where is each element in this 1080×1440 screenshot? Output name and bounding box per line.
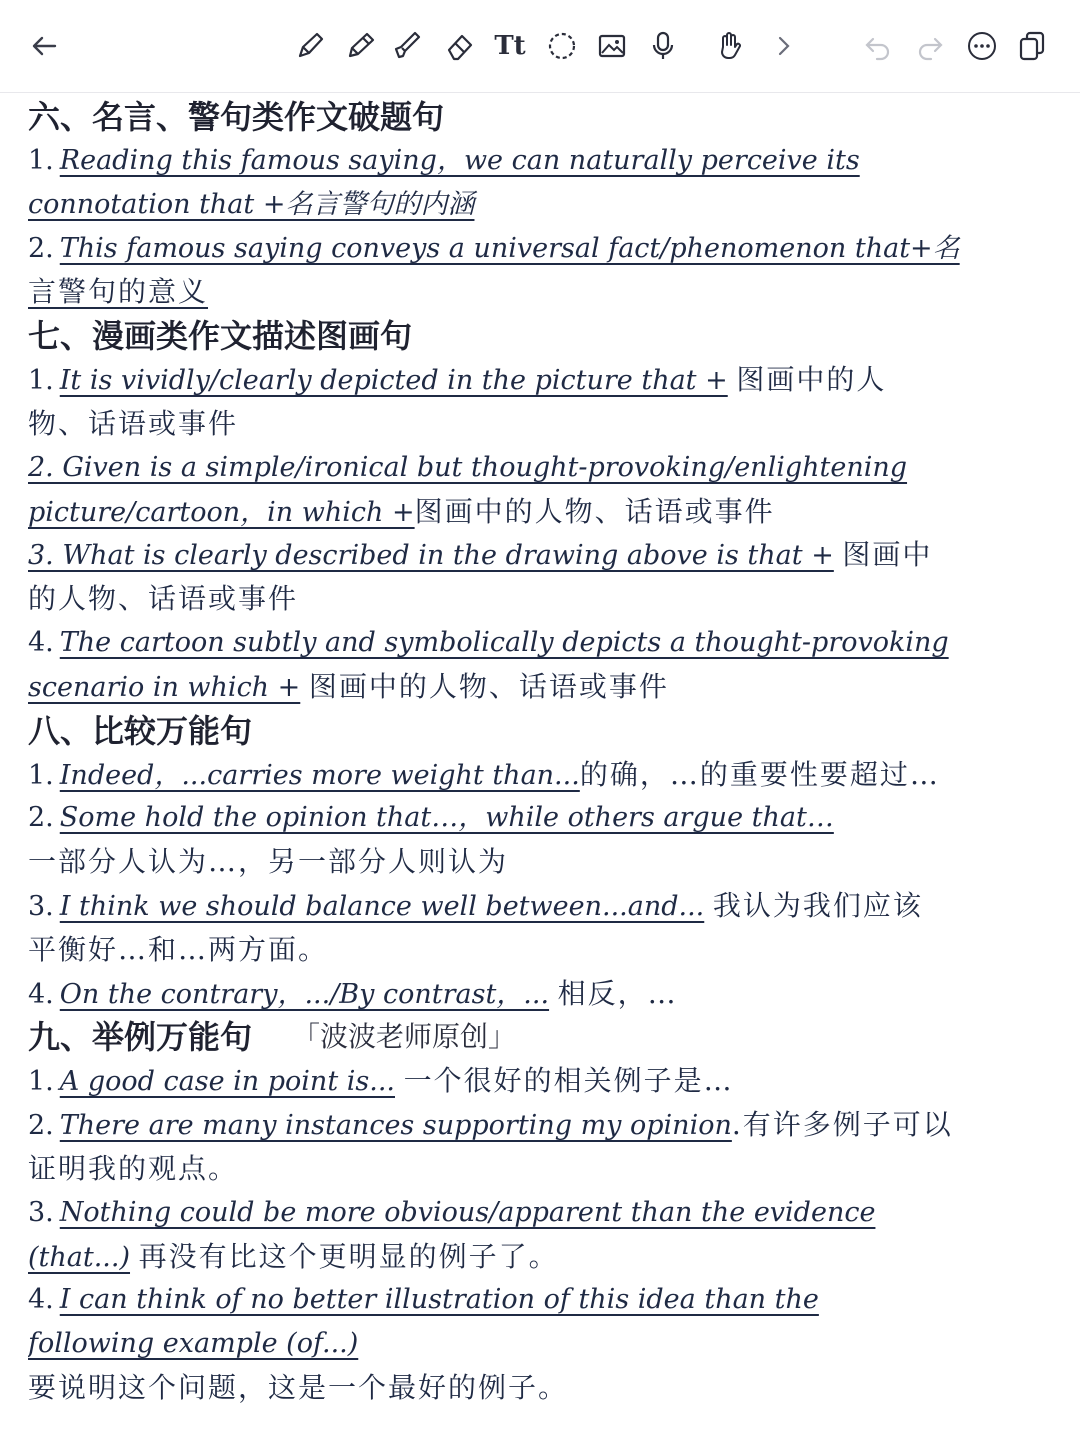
phrase-text: The cartoon subtly and symbolically depicts a thought-provoking <box>59 626 949 658</box>
note-line <box>28 1103 1052 1147</box>
chevron-right-icon[interactable] <box>764 26 804 66</box>
phrase-text: I think we should balance well between...and... <box>59 890 705 922</box>
note-line <box>28 1235 1052 1279</box>
chinese-gloss: 图画中 <box>842 538 933 572</box>
note-line <box>28 1059 1052 1103</box>
note-line <box>28 183 1052 227</box>
item-number: 4. <box>28 978 54 1010</box>
note-line <box>28 1278 1052 1322</box>
note-line <box>28 533 1052 577</box>
pages-icon[interactable] <box>1012 26 1052 66</box>
note-line <box>28 446 1052 490</box>
phrase-text: Nothing could be more obvious/apparent than the evidence <box>59 1196 876 1228</box>
chinese-gloss: 我认为我们应该 <box>712 888 923 922</box>
chinese-gloss: 要说明这个问题，这是一个最好的例子。 <box>28 1370 569 1404</box>
phrase-text: This famous saying conveys a universal fact/phenomenon that+名 <box>59 232 960 264</box>
section-heading-7: 七、漫画类作文描述图画句 <box>28 317 413 356</box>
chinese-gloss: 图画中的人物、话语或事件 <box>414 494 775 528</box>
note-line <box>28 577 1052 621</box>
note-line <box>28 884 1052 928</box>
phrase-text: picture/cartoon，in which + <box>28 496 415 528</box>
phrase-text: Indeed，...carries more weight than... <box>59 759 580 791</box>
item-number: 1. <box>28 759 54 791</box>
phrase-text: It is vividly/clearly depicted in the picture that + <box>59 365 728 397</box>
chinese-gloss: 的确，…的重要性要超过… <box>579 757 940 791</box>
phrase-text: I can think of no better illustration of this idea than the <box>59 1284 819 1316</box>
chinese-gloss: 证明我的观点。 <box>28 1151 239 1185</box>
chinese-gloss: 平衡好…和…两方面。 <box>28 932 329 966</box>
phrase-text: (that...) <box>28 1241 131 1273</box>
undo-icon[interactable] <box>858 26 898 66</box>
author-note: 「波波老师原创」 <box>292 1020 517 1054</box>
chinese-gloss: 物、话语或事件 <box>28 406 239 440</box>
chinese-gloss: 图画中的人 <box>736 363 887 397</box>
note-line <box>28 139 1052 183</box>
phrase-text: 2. Given is a simple/ironical but thought-provoking/enlightening <box>28 451 908 483</box>
item-number: 2. <box>28 1110 54 1142</box>
phrase-text: There are many instances supporting my opinion <box>59 1110 732 1142</box>
item-number: 3. <box>28 1196 54 1228</box>
microphone-icon[interactable] <box>643 26 683 66</box>
phrase-text: following example (of...) <box>28 1328 359 1360</box>
note-line <box>28 840 1052 884</box>
item-number: 1. <box>28 1066 54 1098</box>
pen-icon[interactable] <box>290 26 330 66</box>
back-arrow-icon[interactable] <box>24 26 64 66</box>
note-line <box>28 1147 1052 1191</box>
note-toolbar <box>0 0 1080 93</box>
chinese-gloss: 的人物、话语或事件 <box>28 582 299 616</box>
lasso-icon[interactable] <box>542 26 582 66</box>
hand-gesture-icon[interactable] <box>710 26 750 66</box>
note-line <box>28 227 1052 271</box>
highlighter-icon[interactable] <box>390 26 430 66</box>
phrase-text: connotation that +名言警句的内涵 <box>28 188 475 220</box>
item-number: 1. <box>28 145 54 176</box>
phrase-text: On the contrary，.../By contrast，... <box>59 978 550 1010</box>
item-number: 3. <box>28 890 54 922</box>
text-icon[interactable]: Tt <box>494 31 526 61</box>
chinese-gloss: 相反，… <box>557 976 678 1010</box>
phrase-text: A good case in point is... <box>59 1066 395 1098</box>
heading-text: 九、举例万能句 <box>28 1018 253 1057</box>
chinese-gloss: 再没有比这个更明显的例子了。 <box>138 1239 559 1273</box>
item-number: 4. <box>28 626 54 658</box>
eraser-icon[interactable] <box>440 26 480 66</box>
phrase-text: Reading this famous saying，we can naturally perceive its <box>59 145 860 176</box>
chinese-gloss: .有许多例子可以 <box>731 1108 953 1142</box>
image-icon[interactable] <box>592 26 632 66</box>
note-line <box>28 1322 1052 1366</box>
section-heading-9 <box>28 1015 1052 1059</box>
redo-icon[interactable] <box>910 26 950 66</box>
phrase-text: 3. What is clearly described in the drawing above is that + <box>28 540 834 572</box>
note-line <box>28 665 1052 709</box>
note-line <box>28 490 1052 534</box>
chinese-gloss: 一部分人认为…，另一部分人则认为 <box>28 845 509 879</box>
note-line <box>28 358 1052 402</box>
pencil-icon[interactable] <box>340 26 380 66</box>
item-number: 1. <box>28 365 54 397</box>
item-number: 2. <box>28 802 54 834</box>
note-line <box>28 402 1052 446</box>
section-heading-8: 八、比较万能句 <box>28 711 253 750</box>
more-icon[interactable] <box>962 26 1002 66</box>
note-line <box>28 796 1052 840</box>
phrase-text: Some hold the opinion that…，while others argue that… <box>59 802 834 834</box>
item-number: 4. <box>28 1284 54 1316</box>
note-page[interactable] <box>0 93 1080 1410</box>
note-line <box>28 1366 1052 1410</box>
item-number: 2. <box>28 232 54 264</box>
note-line <box>28 621 1052 665</box>
section-heading-6: 六、名言、警句类作文破题句 <box>28 98 445 136</box>
chinese-gloss: 一个很好的相关例子是… <box>403 1064 734 1098</box>
note-line <box>28 270 1052 314</box>
phrase-text: scenario in which + <box>28 671 301 703</box>
note-line <box>28 753 1052 797</box>
note-line <box>28 1191 1052 1235</box>
note-line <box>28 928 1052 972</box>
note-line <box>28 972 1052 1016</box>
chinese-gloss: 图画中的人物、话语或事件 <box>308 669 669 703</box>
phrase-text: 言警句的意义 <box>28 275 209 309</box>
